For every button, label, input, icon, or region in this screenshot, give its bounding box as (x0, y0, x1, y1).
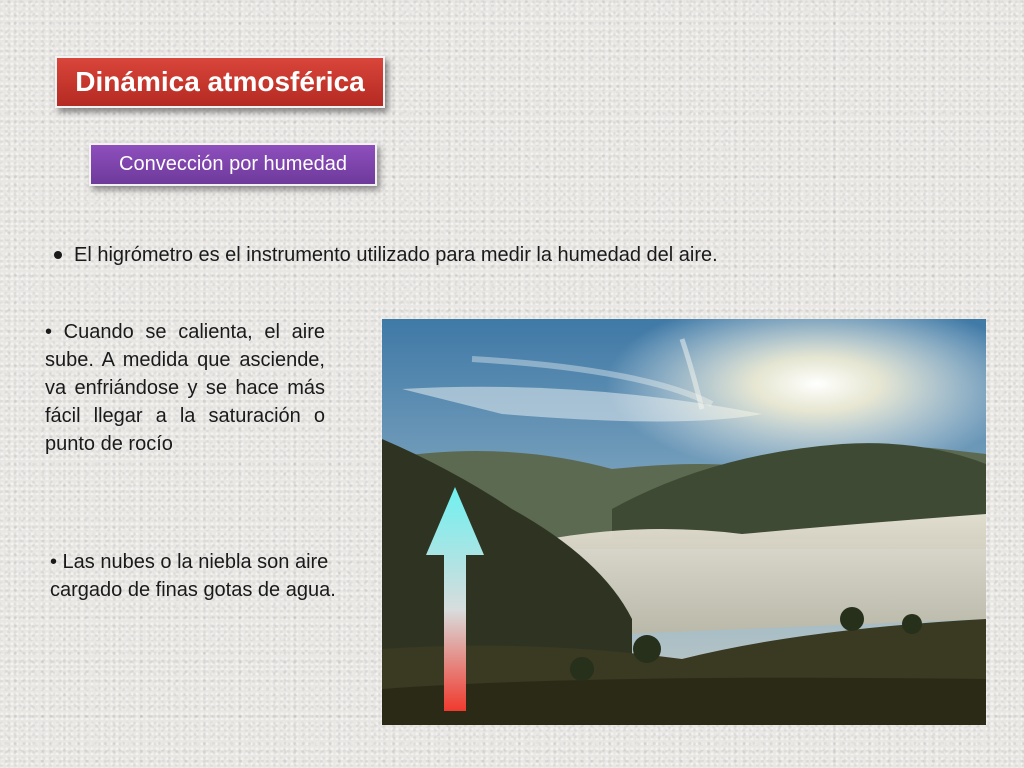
paragraph-convection: • Cuando se calienta, el aire sube. A medida que asciende, va enfriándose y se hace más fácil llegar a la saturación o punto de rocío (45, 321, 325, 455)
slide-subtitle (89, 143, 377, 186)
slide-subtitle-text: Convección por humedad (119, 153, 347, 175)
landscape-photo (382, 319, 986, 725)
bullet-dot-icon (54, 251, 62, 259)
slide-title-text: Dinámica atmosférica (75, 66, 365, 97)
slide-title (55, 56, 385, 108)
paragraph-clouds: • Las nubes o la niebla son aire cargado de finas gotas de agua. (50, 551, 336, 601)
intro-bullet-text: El higrómetro es el instrumento utilizado para medir la humedad del aire. (74, 244, 718, 266)
intro-bullet (54, 244, 718, 267)
